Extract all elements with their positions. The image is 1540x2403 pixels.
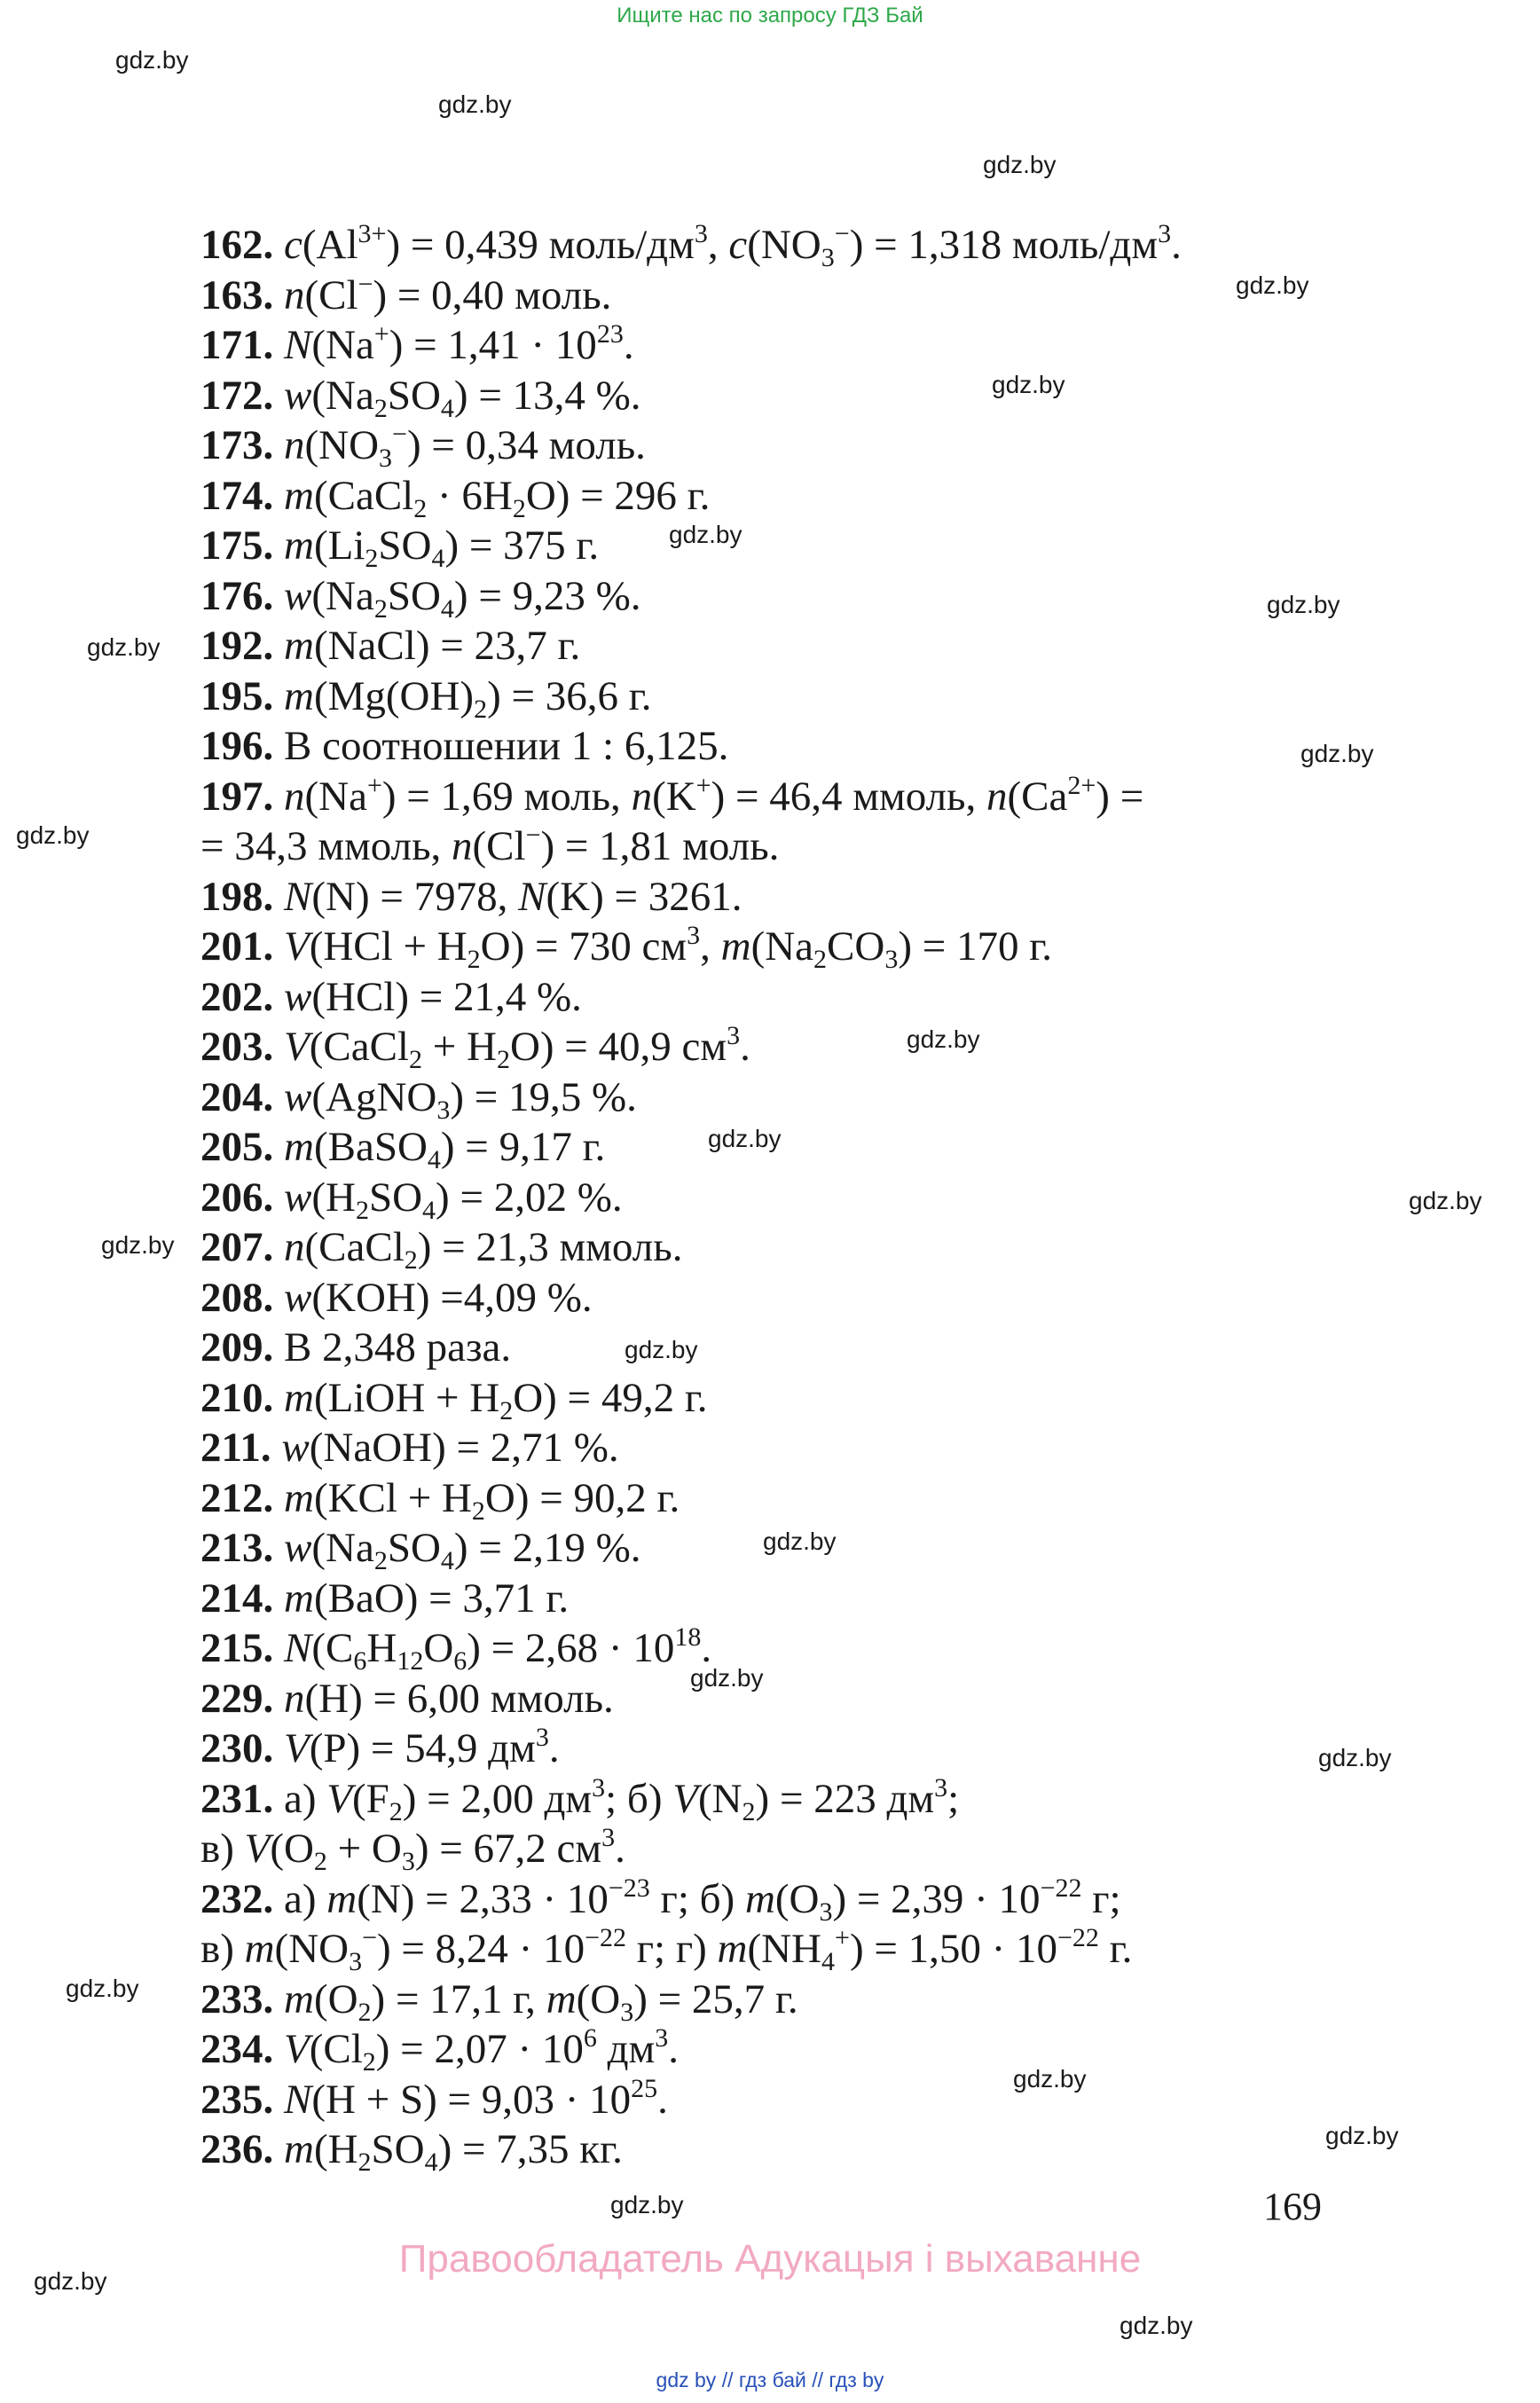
answer-text: w(KOH) =4,09 %. xyxy=(284,1274,593,1321)
watermark: gdz.by xyxy=(34,2267,107,2295)
answer-line xyxy=(200,1574,1389,1624)
watermark: gdz.by xyxy=(907,1025,980,1053)
answer-text: $N(Na^+) = 1,41 \cdot 10^{23}$. xyxy=(284,319,634,368)
top-search-link[interactable]: Ищите нас по запросу ГДЗ Бай xyxy=(617,4,923,27)
answer-text: в) $V(O_2 + O_3) = 67,2$ $см^3$. xyxy=(200,1823,625,1876)
answer-line xyxy=(200,471,1389,522)
watermark: gdz.by xyxy=(1409,1187,1482,1214)
answer-text: $N(C_6H_{12}O_6) = 2,68 \cdot 10^{18}$. xyxy=(284,1622,712,1676)
answer-line xyxy=(200,2024,1389,2075)
answer-number: 210. xyxy=(200,1374,284,1421)
watermark: gdz.by xyxy=(690,1664,764,1692)
answer-number: 163. xyxy=(200,271,284,318)
answer-line xyxy=(200,1122,1389,1173)
answer-line xyxy=(200,1373,1389,1424)
answer-number: 235. xyxy=(200,2076,284,2123)
answer-line xyxy=(200,271,1389,321)
answer-text: $w(H_2SO_4) = 2,02$ %. xyxy=(284,1174,623,1225)
answer-line xyxy=(200,1323,1389,1373)
answer-line xyxy=(200,571,1389,622)
answer-number: 231. xyxy=(200,1775,284,1822)
answer-number: 196. xyxy=(200,723,284,769)
answer-text: $m(H_2SO_4) = 7,35$ кг. xyxy=(284,2126,623,2177)
watermark: gdz.by xyxy=(1236,271,1309,299)
watermark: gdz.by xyxy=(763,1527,837,1555)
answer-number: 173. xyxy=(200,422,284,468)
answer-text: w(HCl) = 21,4 %. xyxy=(284,973,582,1020)
answer-number: 229. xyxy=(200,1675,284,1722)
answer-text: w(AgNO$_3$) = 19,5 %. xyxy=(284,1073,637,1125)
answer-line xyxy=(200,721,1389,772)
answer-text: m(LiOH + $H_2O) = 49,2$ г. xyxy=(284,1374,708,1425)
answer-text: m(NaCl) = 23,7 г. xyxy=(284,623,581,669)
answer-text: $w(Na_2SO_4) = 9,23$ %. xyxy=(284,572,641,624)
answer-number: 174. xyxy=(200,472,284,519)
answer-text: n(Na+) = 1,69 моль, n(K+) = 46,4 ммоль, $n(Ca^{2+})$ = xyxy=(284,770,1144,820)
answer-number: 211. xyxy=(200,1425,282,1471)
answer-text: а) $V(F_2) = 2,00$ $дм^3$; б) $V(N_2) = 223$ $дм^3$; xyxy=(284,1772,960,1826)
answer-line xyxy=(200,1774,1389,1825)
answer-line xyxy=(200,1423,1389,1473)
answer-line xyxy=(200,521,1389,571)
answer-line xyxy=(200,1222,1389,1273)
answer-text: В 2,348 раза. xyxy=(284,1324,512,1370)
answer-number: 198. xyxy=(200,873,284,920)
answer-number: 162. xyxy=(200,222,284,268)
watermark: gdz.by xyxy=(66,1975,139,2002)
answer-text: m(CaCl$_2$ · $6H_2O) = 296$ г. xyxy=(284,472,711,523)
answer-text: $m(Mg(OH)_2) = 36,6$ г. xyxy=(284,672,652,724)
answer-text: N(N) = 7978, N(K) = 3261. xyxy=(284,873,742,920)
watermark: gdz.by xyxy=(1300,740,1374,767)
answer-text: w(NaOH) = 2,71 %. xyxy=(281,1425,619,1471)
answer-text: $w(Na_2SO_4) = 2,19$ %. xyxy=(284,1525,641,1575)
answer-number: 203. xyxy=(200,1024,284,1070)
answer-line xyxy=(200,420,1389,471)
watermark: gdz.by xyxy=(115,46,189,74)
watermark: gdz.by xyxy=(16,821,90,849)
answer-line xyxy=(200,821,1389,872)
answer-line xyxy=(200,671,1389,722)
watermark: gdz.by xyxy=(1267,591,1340,618)
answer-text: V(CaCl$_2$ + $H_2O) = 40,9$ $см^3$. xyxy=(284,1021,750,1074)
watermark: gdz.by xyxy=(992,371,1065,398)
answer-line xyxy=(200,1623,1389,1674)
answer-text: $V(Cl_2) = 2,07 \cdot 10^6$ $дм^3$. xyxy=(284,2023,679,2077)
answer-line xyxy=(200,1523,1389,1574)
answer-line xyxy=(200,1874,1389,1925)
answer-line xyxy=(200,1674,1389,1724)
answer-text: m(BaO) = 3,71 г. xyxy=(284,1575,570,1622)
answer-text: В соотношении 1 : 6,125. xyxy=(284,723,729,769)
watermark: gdz.by xyxy=(708,1125,782,1152)
watermark: gdz.by xyxy=(669,521,742,548)
watermark: gdz.by xyxy=(1013,2065,1087,2093)
answer-number: 176. xyxy=(200,572,284,619)
answer-number: 205. xyxy=(200,1124,284,1170)
answers-list xyxy=(200,220,1389,2175)
answer-line xyxy=(200,1975,1389,2025)
answer-line xyxy=(200,371,1389,421)
watermark: gdz.by xyxy=(438,90,512,118)
answer-number: 172. xyxy=(200,372,284,419)
watermark: gdz.by xyxy=(1318,1744,1392,1771)
answer-number: 201. xyxy=(200,923,284,970)
answer-number: 233. xyxy=(200,1975,284,2022)
answer-text: n(CaCl$_2$) = 21,3 ммоль. xyxy=(284,1224,683,1275)
answer-line xyxy=(200,2124,1389,2175)
watermark: gdz.by xyxy=(625,1336,698,1363)
answer-text: $n(NO_3^-) = 0,34$ моль. xyxy=(284,420,646,473)
answer-line xyxy=(200,772,1389,822)
answer-text: $V(HCl + H_2O) = 730$ $см^3$, $m(Na_2CO_3) = 170$ г. xyxy=(284,921,1052,974)
answer-number: 212. xyxy=(200,1474,284,1521)
watermark: gdz.by xyxy=(87,633,161,661)
answer-number: 175. xyxy=(200,522,284,569)
watermark: gdz.by xyxy=(610,2191,684,2218)
answer-line xyxy=(200,320,1389,371)
answer-text: в) $m(NO_3^-) = 8,24 \cdot 10^{-22}$ г; г) $m(NH_4^+) = 1,50 \cdot 10^{-22}$ г. xyxy=(200,1923,1133,1976)
answer-number: 197. xyxy=(200,773,284,820)
watermark: gdz.by xyxy=(983,151,1057,178)
bottom-links[interactable]: gdz by // гдз бай // гдз by xyxy=(656,2368,884,2391)
answer-number: 213. xyxy=(200,1525,284,1571)
answer-text: = 34,3 ммоль, n(Cl−) = 1,81 моль. xyxy=(200,821,780,869)
answer-line xyxy=(200,1173,1389,1223)
answer-text: m(BaSO$_4$) = 9,17 г. xyxy=(284,1124,606,1174)
answer-line xyxy=(200,1072,1389,1123)
answer-line xyxy=(200,1924,1389,1975)
answer-text: n(H) = 6,00 ммоль. xyxy=(284,1675,614,1722)
answer-number: 204. xyxy=(200,1073,284,1120)
answer-number: 171. xyxy=(200,322,284,368)
answer-number: 232. xyxy=(200,1875,284,1922)
answer-text: V(P) = 54,9 $дм^3$. xyxy=(284,1723,560,1771)
answer-line xyxy=(200,972,1389,1023)
answer-number: 195. xyxy=(200,672,284,719)
answer-line xyxy=(200,1824,1389,1874)
answer-line xyxy=(200,2075,1389,2125)
answer-number: 234. xyxy=(200,2026,284,2072)
answer-line xyxy=(200,621,1389,671)
answer-number: 215. xyxy=(200,1625,284,1671)
answer-text: $N(H + S) = 9,03 \cdot 10^{25}$. xyxy=(284,2073,668,2123)
answer-number: 192. xyxy=(200,623,284,669)
answer-text: $m(O_2) = 17,1$ г, $m(O_3) = 25,7$ г. xyxy=(284,1975,798,2027)
answer-line xyxy=(200,1022,1389,1072)
answer-number: 202. xyxy=(200,973,284,1020)
answer-number: 207. xyxy=(200,1224,284,1270)
answer-text: $w(Na_2SO_4) = 13,4$ %. xyxy=(284,372,641,423)
answer-text: $m(KCl + H_2O) = 90,2$ г. xyxy=(284,1474,680,1526)
page-number: 169 xyxy=(1263,2185,1322,2228)
answer-line xyxy=(200,220,1389,271)
copyright-notice: Правообладатель Адукацыя і выхаванне xyxy=(398,2237,1142,2281)
watermark: gdz.by xyxy=(1120,2312,1193,2339)
answer-line xyxy=(200,922,1389,972)
answer-text: n(Cl−) = 0,40 моль. xyxy=(284,269,612,318)
answer-number: 230. xyxy=(200,1725,284,1771)
answer-number: 214. xyxy=(200,1575,284,1622)
watermark: gdz.by xyxy=(1325,2122,1399,2149)
answer-line xyxy=(200,872,1389,923)
answer-number: 236. xyxy=(200,2126,284,2172)
answer-text: $m(Li_2SO_4) = 375$ г. xyxy=(284,522,600,573)
answer-text: $c(Al^{3+}) = 0,439$ моль/$дм^3$, $c(NO_3^-) = 1,318$ моль/$дм^3$. xyxy=(284,219,1182,272)
answer-number: 209. xyxy=(200,1324,284,1370)
answer-number: 208. xyxy=(200,1274,284,1321)
watermark: gdz.by xyxy=(101,1231,175,1259)
answer-text: а) $m(N) = 2,33 \cdot 10^{-23}$ г; б) $m(O_3) = 2,39 \cdot 10^{-22}$ г; xyxy=(284,1873,1121,1927)
answer-line xyxy=(200,1473,1389,1524)
answer-line xyxy=(200,1273,1389,1323)
answer-line xyxy=(200,1724,1389,1774)
answer-number: 206. xyxy=(200,1174,284,1221)
